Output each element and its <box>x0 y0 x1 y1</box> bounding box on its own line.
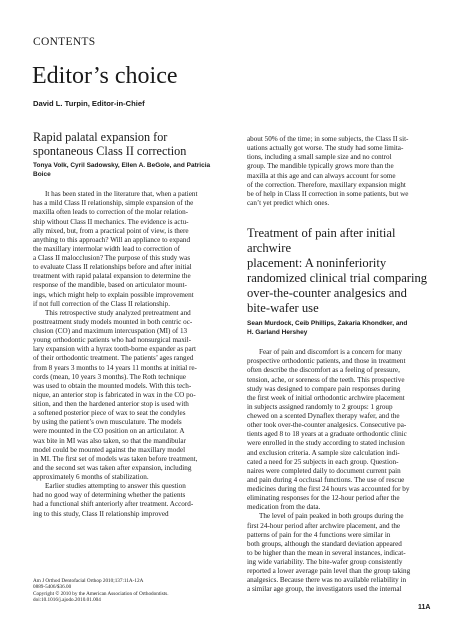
text-line: tions, including a small sample size and no control <box>247 153 392 162</box>
text-line: the maxillary intermolar width lead to correction of <box>33 244 180 253</box>
text-line: medication from the data. <box>247 503 321 512</box>
right-column <box>247 135 440 595</box>
text-line: and pain during 4 occlusal functions. The use of rescue <box>247 475 405 484</box>
title-line: placement: A noninferiority <box>247 256 387 270</box>
text-line: tients aged 8 to 18 years at a graduate orthodontic clinic <box>247 430 407 439</box>
text-line: patterns of pain for the 4 functions were similar in <box>247 530 391 539</box>
text-line: in MI. The first set of models was taken before treatment, <box>33 454 198 463</box>
page-number: 11A <box>418 604 431 611</box>
text-line: nique, an anterior stop is fabricated in wax in the CO po- <box>33 390 196 399</box>
text-line: a similar age group, the investigators used the internal <box>247 585 402 594</box>
text-line: to evaluate Class II relationships before and after initial <box>33 263 192 272</box>
text-line: model could be mounted against the maxillary model <box>33 445 186 454</box>
text-line: clusion (CO) and maximum intercuspation (MI) of 13 <box>33 327 188 336</box>
article1-authors <box>33 162 222 179</box>
text-line: has a mild Class II relationship, simple expansion of the <box>33 199 194 208</box>
text-line: about 50% of the time; in some subjects, the Class II sit- <box>247 135 409 143</box>
text-line: were mounted in the CO position on an articulator. A <box>33 427 185 436</box>
text-line: of their orthodontic treatment. The patients’ ages ranged <box>33 354 194 363</box>
footnote-line: Am J Orthod Dentofacial Orthop 2010;137:11A-12A <box>33 578 144 584</box>
title-line: bite-wafer use <box>247 301 319 315</box>
text-line: This retrospective study analyzed pretreatment and <box>45 308 191 317</box>
author-line: Boice <box>33 170 51 178</box>
footnote-line: Copyright © 2010 by the American Association of Orthodontists. <box>33 590 169 597</box>
text-line: the first week of initial orthodontic archwire placement <box>247 393 405 402</box>
text-line: in subjects assigned randomly to 2 groups: 1 group <box>247 402 393 411</box>
text-line: medicines during the first 24 hours was accounted for by <box>247 485 410 494</box>
text-line: lary expansion with a hyrax tooth-borne expander as part <box>33 345 196 354</box>
article1-title[interactable] <box>33 130 222 158</box>
text-line: to be higher than the mean in several instances, indicat- <box>247 548 406 557</box>
article2-paragraph-2 <box>247 512 440 594</box>
text-line: had a functional shift anteriorly after treatment. Accord- <box>33 500 194 509</box>
text-line: a Class II malocclusion? The purpose of this study was <box>33 254 191 263</box>
text-line: of the correction. Therefore, maxillary expansion might <box>247 180 406 189</box>
text-line: approximately 6 months of stabilization. <box>33 473 149 482</box>
text-line: ings, which might help to explain possible improvement <box>33 290 194 299</box>
text-line: a softened posterior piece of wax to seat the condyles <box>33 409 186 418</box>
article1-continued <box>247 135 440 208</box>
article1-paragraph-1 <box>33 190 222 309</box>
text-line: uations actually got worse. The study had some limita- <box>247 144 404 153</box>
text-line: were enrolled in the study according to stated inclusion <box>247 439 405 448</box>
text-line: young orthodontic patients who had nonsurgical maxil- <box>33 336 192 345</box>
text-line: chewed on a scented Dynaflex therapy wafer, and the <box>247 412 400 421</box>
text-line: Fear of pain and discomfort is a concern for many <box>259 348 402 357</box>
text-line: posttreatment study models mounted in both centric oc- <box>33 317 193 326</box>
text-line: ally mixed, but, from a practical point of view, is there <box>33 226 189 235</box>
article2-paragraph-1 <box>247 348 440 512</box>
author-line: Sean Murdock, Ceib Phillips, Zakaria Khondker, and <box>247 320 408 327</box>
text-line: It has been stated in the literature that, when a patient <box>45 190 198 199</box>
author-line: H. Garland Hershey <box>247 328 308 336</box>
text-line: ing wide variability. The bite-wafer group consistently <box>247 558 403 567</box>
page-title: Editor’s choice <box>32 63 178 89</box>
text-line: anything to this approach? Will an appliance to expand <box>33 235 191 244</box>
text-line: prospective orthodontic patients, and those in treatment <box>247 357 406 366</box>
text-line: and the second set was taken after expansion, including <box>33 463 192 472</box>
title-line: spontaneous Class II correction <box>33 144 187 158</box>
text-line: from 8 years 3 months to 14 years 11 months at initial re- <box>33 363 197 372</box>
text-line: sition, and then the hardened anterior stop is used with <box>33 400 189 409</box>
section-label: CONTENTS <box>33 36 96 48</box>
text-line: study was designed to compare pain responses during <box>247 384 401 393</box>
text-line: The level of pain peaked in both groups during the <box>259 512 404 521</box>
text-line: first 24-hour period after archwire placement, and the <box>247 521 401 530</box>
citation-footnote <box>33 578 233 604</box>
text-line: cords (mean, 10 years 3 months). The Roth technique <box>33 372 186 381</box>
title-line: Treatment of pain after initial archwire <box>247 226 396 255</box>
text-line: both groups, although the standard deviation appeared <box>247 539 402 548</box>
text-line: was used to obtain the mounted models. With this tech- <box>33 381 192 390</box>
left-column <box>33 130 222 519</box>
editor-credit: David L. Turpin, Editor-in-Chief <box>33 99 145 108</box>
author-line: Tonya Volk, Cyril Sadowsky, Ellen A. BeGole, and Patricia <box>33 162 211 169</box>
text-line: ship without Class II mechanics. The evidence is actu- <box>33 217 189 226</box>
text-line: often describe the discomfort as a feeling of pressure, <box>247 366 400 375</box>
article1-paragraph-3 <box>33 482 222 519</box>
text-line: be of help in Class II correction in some patients, but we <box>247 189 409 198</box>
text-line: wax bite in MI was also taken, so that the mandibular <box>33 436 186 445</box>
text-line: ing to this study, Class II relationship improved <box>33 509 169 518</box>
text-line: maxilla often leads to correction of the molar relation- <box>33 208 189 217</box>
text-line: eliminating responses for the 12-hour period after the <box>247 494 400 503</box>
text-line: cated a need for 25 subjects in each group. Question- <box>247 457 399 466</box>
footnote-line: doi:10.1016/j.ajodo.2010.01.004 <box>33 597 101 604</box>
title-line: Rapid palatal expansion for <box>33 130 168 144</box>
article2-authors <box>247 320 440 337</box>
text-line: reported a lower average pain level than the group taking <box>247 567 411 576</box>
text-line: by using the patient’s own musculature. The models <box>33 418 182 427</box>
text-line: naires were completed daily to document current pain <box>247 466 401 475</box>
text-line: had no good way of determining whether the patients <box>33 491 186 500</box>
title-line: randomized clinical trial comparing <box>247 271 428 285</box>
text-line: other took over-the-counter analgesics. Consecutive pa- <box>247 421 407 430</box>
title-line: over-the-counter analgesics and <box>247 286 407 300</box>
text-line: Earlier studies attempting to answer this question <box>45 482 186 491</box>
text-line: treatment with rapid palatal expansion to determine the <box>33 272 191 281</box>
text-line: tension, ache, or soreness of the teeth. This prospective <box>247 375 405 384</box>
text-line: maxilla at this age and can always account for some <box>247 171 396 180</box>
text-line: and exclusion criteria. A sample size calculation indi- <box>247 448 400 457</box>
text-line: can’t yet predict which ones. <box>247 198 330 207</box>
text-line: analgesics. Because there was no available reliability in <box>247 576 407 585</box>
text-line: response of the mandible, based on articulator mount- <box>33 281 187 290</box>
text-line: group. The mandible typically grows more than the <box>247 162 394 171</box>
article1-paragraph-2 <box>33 309 222 482</box>
article2-title[interactable] <box>247 226 440 316</box>
footnote-line: 0889-5406/$36.00 <box>33 584 72 591</box>
text-line: if not full correction of the Class II relationship. <box>33 299 171 308</box>
